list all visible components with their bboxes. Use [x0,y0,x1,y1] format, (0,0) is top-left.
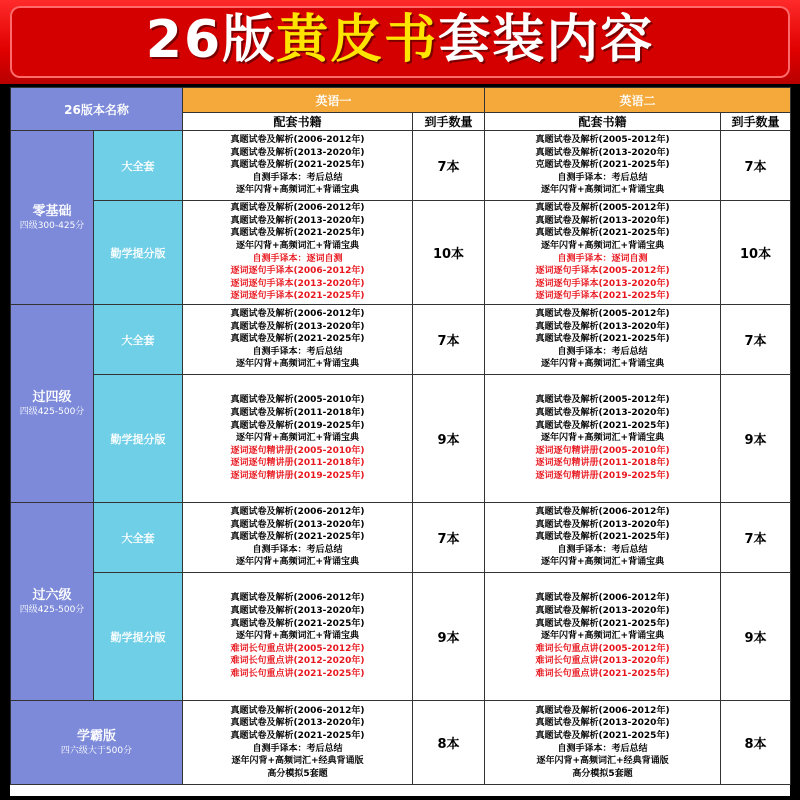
book-item: 逐词逐句手译本(2021-2025年) [230,291,365,302]
package-table [10,87,791,785]
package-table-frame [10,87,790,796]
quantity-cell-e1: 7本 [413,305,485,375]
table-row [11,503,791,573]
book-item: 难词长句重点讲(2021-2025年) [230,668,365,679]
level-score-range: 四级425-500分 [19,406,85,417]
books-cell-e2 [485,131,721,201]
book-item: 真题试卷及解析(2021-2025年) [230,228,365,239]
header-qty-e2: 到手数量 [721,113,791,131]
version-cell: 大全套 [94,131,183,201]
book-item: 逐年闪背+高频词汇+背诵宝典 [540,240,665,251]
book-item: 逐年闪背+高频词汇+背诵宝典 [540,557,665,568]
quantity-cell-e1: 7本 [413,503,485,573]
book-item: 真题试卷及解析(2011-2018年) [230,408,365,419]
book-item: 难词长句重点讲(2021-2025年) [535,668,670,679]
table-row [11,375,791,503]
book-item: 逐年闪背+高频词汇+背诵宝典 [235,240,360,251]
book-item: 真题试卷及解析(2006-2012年) [535,593,670,604]
books-cell-e1 [183,701,413,785]
book-item: 真题试卷及解析(2021-2025年) [535,730,670,741]
book-item: 逐词逐句手译本(2013-2020年) [230,278,365,289]
books-cell-e2 [485,305,721,375]
book-item: 真题试卷及解析(2021-2025年) [535,228,670,239]
level-cell [11,503,94,701]
book-item: 真题试卷及解析(2005-2012年) [535,395,670,406]
quantity-cell-e1: 8本 [413,701,485,785]
page-title [0,4,800,76]
book-item: 逐词逐句手译本(2021-2025年) [535,291,670,302]
book-item: 难词长句重点讲(2013-2020年) [535,656,670,667]
table-row [11,131,791,201]
book-item: 真题试卷及解析(2021-2025年) [230,532,365,543]
book-item: 真题试卷及解析(2013-2020年) [535,321,670,332]
level-cell [11,131,94,305]
header-books-e1: 配套书籍 [183,113,413,131]
book-item: 真题试卷及解析(2006-2012年) [230,135,365,146]
book-item: 逐词逐句精讲册(2019-2025年) [230,470,365,481]
version-cell: 勤学提分版 [94,375,183,503]
book-item: 自测手译本：考后总结 [557,743,648,754]
book-item: 自测手译本：考后总结 [557,544,648,555]
book-item: 逐词逐句精讲册(2005-2010年) [230,445,365,456]
book-item: 真题试卷及解析(2021-2025年) [230,730,365,741]
level-score-range: 四六级大于500分 [60,745,133,756]
title-part-edition: 26版 [145,10,277,70]
version-cell: 勤学提分版 [94,201,183,305]
quantity-cell-e1: 9本 [413,573,485,701]
book-item: 真题试卷及解析(2006-2012年) [230,203,365,214]
book-item: 真题试卷及解析(2013-2020年) [230,606,365,617]
book-item: 自测手译本：考后总结 [557,172,648,183]
books-cell-e1 [183,375,413,503]
level-score-range: 四级425-500分 [19,604,85,615]
book-item: 真题试卷及解析(2013-2020年) [230,321,365,332]
book-item: 真题试卷及解析(2013-2020年) [230,718,365,729]
books-cell-e2 [485,375,721,503]
quantity-cell-e1: 10本 [413,201,485,305]
book-item: 真题试卷及解析(2021-2025年) [535,334,670,345]
header-version-name: 26版本名称 [11,88,183,131]
book-item: 逐词逐句精讲册(2011-2018年) [535,458,670,469]
level-name: 过六级 [32,587,72,603]
book-item: 真题试卷及解析(2013-2020年) [535,408,670,419]
quantity-cell-e2: 10本 [721,201,791,305]
book-item: 逐词逐句精讲册(2011-2018年) [230,458,365,469]
book-item: 真题试卷及解析(2021-2025年) [535,420,670,431]
book-item: 难词长句重点讲(2005-2012年) [230,643,365,654]
book-item: 真题试卷及解析(2006-2012年) [230,705,365,716]
book-item: 真题试卷及解析(2005-2010年) [230,395,365,406]
book-item: 真题试卷及解析(2005-2012年) [535,309,670,320]
book-item: 真题试卷及解析(2019-2025年) [230,420,365,431]
book-item: 难词长句重点讲(2005-2012年) [535,643,670,654]
book-item: 自测手译本：考后总结 [557,346,648,357]
quantity-cell-e1: 7本 [413,131,485,201]
book-item: 逐年闪背+高频词汇+经典背诵版 [231,756,364,767]
quantity-cell-e2: 9本 [721,375,791,503]
level-score-range: 四级300-425分 [19,220,85,231]
book-item: 逐年闪背+高频词汇+背诵宝典 [235,557,360,568]
book-item: 自测手译本：逐词自测 [557,253,648,264]
header-qty-e1: 到手数量 [413,113,485,131]
book-item: 真题试卷及解析(2006-2012年) [230,309,365,320]
book-item: 逐年闪背+高频词汇+背诵宝典 [235,433,360,444]
book-item: 自测手译本：逐词自测 [252,253,343,264]
table-row [11,573,791,701]
books-cell-e1 [183,305,413,375]
level-cell [11,701,183,785]
header-english-1: 英语一 [183,88,485,113]
book-item: 真题试卷及解析(2006-2012年) [230,593,365,604]
quantity-cell-e1: 9本 [413,375,485,503]
book-item: 逐年闪背+高频词汇+背诵宝典 [540,359,665,370]
book-item: 真题试卷及解析(2021-2025年) [230,618,365,629]
books-cell-e2 [485,201,721,305]
books-cell-e2 [485,573,721,701]
book-item: 克题试卷及解析(2021-2025年) [535,160,670,171]
book-item: 真题试卷及解析(2013-2020年) [535,519,670,530]
table-row [11,201,791,305]
book-item: 逐年闪背+高频词汇+背诵宝典 [235,359,360,370]
books-cell-e1 [183,131,413,201]
book-item: 真题试卷及解析(2013-2020年) [535,718,670,729]
title-part-book: 黄皮书 [276,10,439,70]
book-item: 真题试卷及解析(2013-2020年) [230,519,365,530]
quantity-cell-e2: 9本 [721,573,791,701]
books-cell-e1 [183,503,413,573]
table-row [11,701,791,785]
book-item: 自测手译本：考后总结 [252,172,343,183]
header-english-2: 英语二 [485,88,791,113]
book-item: 逐年闪背+高频词汇+经典背诵版 [536,756,669,767]
title-banner [0,0,800,84]
version-cell: 大全套 [94,503,183,573]
book-item: 自测手译本：考后总结 [252,346,343,357]
books-cell-e1 [183,573,413,701]
header-books-e2: 配套书籍 [485,113,721,131]
book-item: 真题试卷及解析(2021-2025年) [230,160,365,171]
book-item: 真题试卷及解析(2005-2012年) [535,203,670,214]
book-item: 真题试卷及解析(2021-2025年) [230,334,365,345]
books-cell-e1 [183,201,413,305]
version-cell: 大全套 [94,305,183,375]
book-item: 逐年闪背+高频词汇+背诵宝典 [540,631,665,642]
level-name: 零基础 [32,203,72,219]
table-row [11,305,791,375]
book-item: 真题试卷及解析(2013-2020年) [230,147,365,158]
quantity-cell-e2: 7本 [721,305,791,375]
quantity-cell-e2: 8本 [721,701,791,785]
book-item: 真题试卷及解析(2005-2012年) [535,135,670,146]
book-item: 自测手译本：考后总结 [252,743,343,754]
title-part-content: 套装内容 [438,10,655,70]
book-item: 真题试卷及解析(2006-2012年) [535,507,670,518]
books-cell-e2 [485,701,721,785]
quantity-cell-e2: 7本 [721,131,791,201]
book-item: 逐年闪背+高频词汇+背诵宝典 [540,433,665,444]
book-item: 真题试卷及解析(2013-2020年) [230,215,365,226]
book-item: 难词长句重点讲(2012-2020年) [230,656,365,667]
book-item: 逐年闪背+高频词汇+背诵宝典 [235,185,360,196]
book-item: 逐词逐句精讲册(2019-2025年) [535,470,670,481]
book-item: 真题试卷及解析(2021-2025年) [535,532,670,543]
book-item: 真题试卷及解析(2021-2025年) [535,618,670,629]
quantity-cell-e2: 7本 [721,503,791,573]
version-cell: 勤学提分版 [94,573,183,701]
book-item: 逐年闪背+高频词汇+背诵宝典 [540,185,665,196]
book-item: 逐词逐句手译本(2005-2012年) [535,266,670,277]
level-name: 过四级 [32,389,72,405]
book-item: 逐词逐句精讲册(2005-2010年) [535,445,670,456]
book-item: 高分模拟5套题 [572,768,633,779]
level-name: 学霸版 [77,728,117,744]
book-item: 真题试卷及解析(2013-2020年) [535,147,670,158]
package-table-body [11,131,791,785]
book-item: 真题试卷及解析(2013-2020年) [535,606,670,617]
book-item: 真题试卷及解析(2006-2012年) [230,507,365,518]
book-item: 自测手译本：考后总结 [252,544,343,555]
book-item: 高分模拟5套题 [267,768,328,779]
book-item: 逐年闪背+高频词汇+背诵宝典 [235,631,360,642]
book-item: 逐词逐句手译本(2013-2020年) [535,278,670,289]
book-item: 逐词逐句手译本(2006-2012年) [230,266,365,277]
book-item: 真题试卷及解析(2006-2012年) [535,705,670,716]
level-cell [11,305,94,503]
book-item: 真题试卷及解析(2013-2020年) [535,215,670,226]
books-cell-e2 [485,503,721,573]
